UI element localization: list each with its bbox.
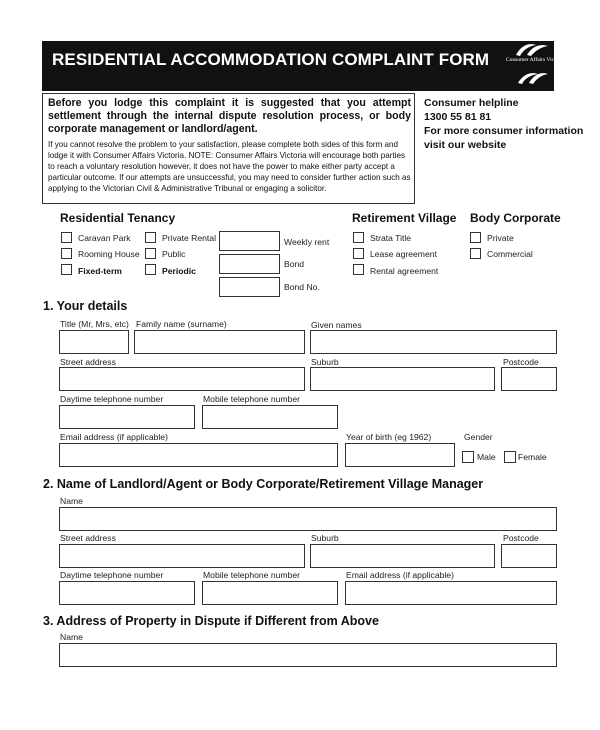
periodic-checkbox[interactable] xyxy=(145,264,156,275)
landlord-suburb-label: Suburb xyxy=(311,533,339,543)
public-checkbox[interactable] xyxy=(145,248,156,259)
intro-bold-text: Before you lodge this complaint it is suggested that you attempt settlement through the internal dispute resolution process, or body corporate management or landlord/agent. xyxy=(48,97,411,135)
lease-agreement-label: Lease agreement xyxy=(370,249,437,259)
strata-title-label: Strata Title xyxy=(370,233,412,243)
strata-title-checkbox[interactable] xyxy=(353,232,364,243)
suburb-field[interactable] xyxy=(310,367,495,391)
residential-tenancy-heading: Residential Tenancy xyxy=(60,211,176,225)
public-label: Public xyxy=(162,249,186,259)
private-rental-label: Private Rental xyxy=(162,233,216,243)
lease-agreement-checkbox[interactable] xyxy=(353,248,364,259)
caravan-park-label: Caravan Park xyxy=(78,233,131,243)
logo-swoosh-icon xyxy=(512,42,552,58)
daytime-phone-label: Daytime telephone number xyxy=(60,394,164,404)
helpline-block xyxy=(424,96,584,152)
bond-field[interactable] xyxy=(219,254,280,274)
commercial-label: Commercial xyxy=(487,249,533,259)
landlord-email-label: Email address (if applicable) xyxy=(346,570,454,580)
family-name-label: Family name (surname) xyxy=(136,319,227,329)
email-label: Email address (if applicable) xyxy=(60,432,168,442)
landlord-name-field[interactable] xyxy=(59,507,557,531)
caravan-park-checkbox[interactable] xyxy=(61,232,72,243)
landlord-mobile-field[interactable] xyxy=(202,581,338,605)
landlord-daytime-phone-label: Daytime telephone number xyxy=(60,570,164,580)
bond-no-field[interactable] xyxy=(219,277,280,297)
periodic-label: Periodic xyxy=(162,266,196,276)
given-names-label: Given names xyxy=(311,320,362,330)
mobile-phone-label: Mobile telephone number xyxy=(203,394,300,404)
bond-no-label: Bond No. xyxy=(284,282,320,292)
retirement-village-heading: Retirement Village xyxy=(352,211,457,225)
family-name-field[interactable] xyxy=(134,330,305,354)
landlord-postcode-label: Postcode xyxy=(503,533,539,543)
daytime-phone-field[interactable] xyxy=(59,405,195,429)
landlord-suburb-field[interactable] xyxy=(310,544,495,568)
logo-swoosh-lower-icon xyxy=(512,69,552,85)
commercial-checkbox[interactable] xyxy=(470,248,481,259)
section2-heading: 2. Name of Landlord/Agent or Body Corporate/Retirement Village Manager xyxy=(43,477,484,491)
landlord-mobile-label: Mobile telephone number xyxy=(203,570,300,580)
rooming-house-label: Rooming House xyxy=(78,249,140,259)
property-name-field[interactable] xyxy=(59,643,557,667)
year-of-birth-field[interactable] xyxy=(345,443,455,467)
email-field[interactable] xyxy=(59,443,338,467)
rooming-house-checkbox[interactable] xyxy=(61,248,72,259)
postcode-field[interactable] xyxy=(501,367,557,391)
property-name-label: Name xyxy=(60,632,83,642)
female-checkbox[interactable] xyxy=(504,451,516,463)
form-title: RESIDENTIAL ACCOMMODATION COMPLAINT FORM xyxy=(52,50,490,69)
street-address-label: Street address xyxy=(60,357,116,367)
private-rental-checkbox[interactable] xyxy=(145,232,156,243)
year-of-birth-label: Year of birth (eg 1962) xyxy=(346,432,432,442)
rental-agreement-checkbox[interactable] xyxy=(353,264,364,275)
helpline-more: For more consumer information visit our website xyxy=(424,125,584,151)
bond-label: Bond xyxy=(284,259,305,269)
landlord-email-field[interactable] xyxy=(345,581,557,605)
consumer-affairs-logo xyxy=(506,42,565,86)
fixed-term-label: Fixed-term xyxy=(78,266,122,276)
landlord-name-label: Name xyxy=(60,496,83,506)
male-checkbox[interactable] xyxy=(462,451,474,463)
given-names-field[interactable] xyxy=(310,330,557,354)
intro-small-text: If you cannot resolve the problem to your satisfaction, please complete both sides of this form and lodge it with Consumer Affairs Victoria. NOTE: Consumer Affairs Victoria will encourage both parties to reach a voluntary resolution however, it does not have the power to make either party accept a particular outcome. If our attempts are unsuccessful, you may need to consider further action such as applying to the Victorian Civil & Administrative Tribunal or engaging a solicitor. xyxy=(48,140,411,193)
helpline-number: 1300 55 81 81 xyxy=(424,111,492,123)
mobile-phone-field[interactable] xyxy=(202,405,338,429)
section1-heading: 1. Your details xyxy=(43,299,128,313)
fixed-term-checkbox[interactable] xyxy=(61,264,72,275)
helpline-title: Consumer helpline xyxy=(424,97,519,109)
weekly-rent-label: Weekly rent xyxy=(284,237,330,247)
suburb-label: Suburb xyxy=(311,357,339,367)
landlord-daytime-phone-field[interactable] xyxy=(59,581,195,605)
body-corporate-heading: Body Corporate xyxy=(470,211,561,225)
street-address-field[interactable] xyxy=(59,367,305,391)
landlord-street-label: Street address xyxy=(60,533,116,543)
rental-agreement-label: Rental agreement xyxy=(370,266,439,276)
landlord-postcode-field[interactable] xyxy=(501,544,557,568)
male-label: Male xyxy=(477,452,496,462)
landlord-street-field[interactable] xyxy=(59,544,305,568)
private-checkbox[interactable] xyxy=(470,232,481,243)
postcode-label: Postcode xyxy=(503,357,539,367)
title-field[interactable] xyxy=(59,330,129,354)
logo-text: Consumer Affairs Victoria xyxy=(506,57,565,63)
section3-heading: 3. Address of Property in Dispute if Different from Above xyxy=(43,614,379,628)
weekly-rent-field[interactable] xyxy=(219,231,280,251)
title-label: Title (Mr, Mrs, etc) xyxy=(60,319,129,329)
female-label: Female xyxy=(518,452,547,462)
gender-label: Gender xyxy=(464,432,493,442)
private-label: Private xyxy=(487,233,514,243)
